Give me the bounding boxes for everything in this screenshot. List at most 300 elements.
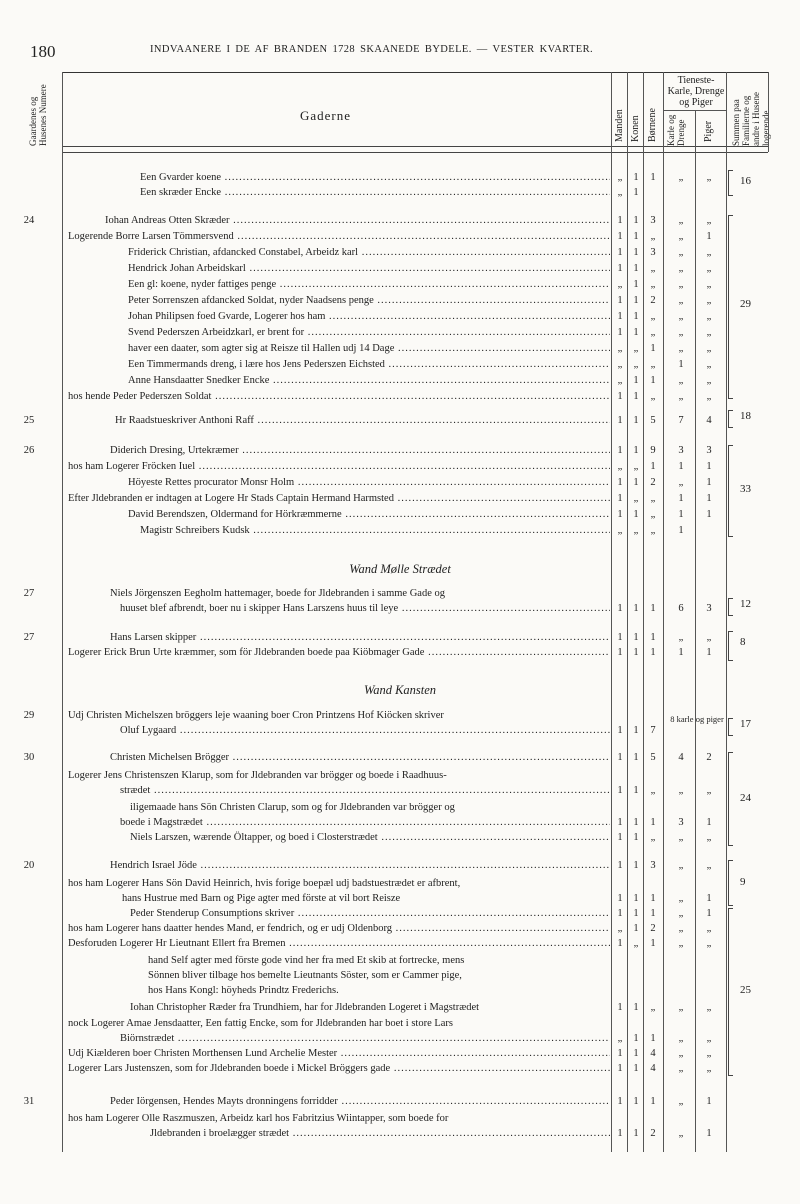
sum-18: 18 (740, 410, 751, 422)
val-piger: „ (706, 263, 712, 274)
entry-text: Hr Raadstueskriver Anthoni Raff ..... (115, 415, 610, 426)
entry-row (0, 341, 800, 356)
val-konen: 1 (633, 923, 639, 934)
val-bornene: 1 (650, 172, 656, 183)
val-konen: 1 (633, 1033, 639, 1044)
header-col-summen: Summen paa Familierne og andre i Husene logerende (731, 92, 771, 146)
val-karle: „ (678, 327, 684, 338)
val-piger: 2 (706, 752, 712, 763)
val-bornene: 5 (650, 415, 656, 426)
entry-text: Udj Christen Michelszen bröggers leje waaning boer Cron Printzens Hof Kiöcken skriver (68, 710, 444, 721)
entry-row (0, 601, 800, 616)
val-bornene: 1 (650, 908, 656, 919)
brace (728, 598, 733, 616)
entry-text: Een gl: koene, nyder fattiges penge ..... (128, 279, 610, 290)
val-bornene: „ (650, 311, 656, 322)
val-manden: 1 (617, 445, 623, 456)
entry-text: hans Hustrue med Barn og Pige agter med förste at vil bort Reisze (122, 893, 401, 904)
entry-text: Sönnen bliver tilbage hos bemelte Lieutnants Söster, som er Cammer pige, (148, 970, 462, 981)
entry-row (0, 277, 800, 292)
val-karle: „ (678, 860, 684, 871)
val-manden: 1 (617, 391, 623, 402)
val-karle: „ (678, 295, 684, 306)
val-bornene: 3 (650, 215, 656, 226)
val-konen: 1 (633, 295, 639, 306)
val-konen: 1 (633, 817, 639, 828)
val-bornene: 5 (650, 752, 656, 763)
brace (728, 215, 733, 399)
val-bornene: 1 (650, 343, 656, 354)
val-manden: „ (617, 461, 623, 472)
val-karle: „ (678, 247, 684, 258)
val-karle: 4 (678, 752, 684, 763)
val-karle: „ (678, 1033, 684, 1044)
entry-text: Peter Sorrenszen afdancked Soldat, nyder Naadsens penge ..... (128, 295, 610, 306)
entry-row (0, 1046, 800, 1061)
val-manden: 1 (617, 752, 623, 763)
val-piger: 1 (706, 647, 712, 658)
entry-row (0, 586, 800, 601)
val-konen: 1 (633, 509, 639, 520)
val-manden: „ (617, 525, 623, 536)
entry-row (0, 906, 800, 921)
entry-text: Friderick Christian, afdancked Constabel, Arbeidz karl ..... (128, 247, 610, 258)
val-karle: „ (678, 785, 684, 796)
brace (728, 631, 733, 661)
col-rule (768, 72, 769, 152)
sum-33: 33 (740, 483, 751, 495)
val-konen: 1 (633, 263, 639, 274)
entry-text: Biörnstrædet ..... (120, 1033, 610, 1044)
entry-row (0, 213, 800, 228)
val-manden: 1 (617, 263, 623, 274)
val-konen: 1 (633, 908, 639, 919)
header-col-konen: Konen (630, 115, 641, 142)
val-bornene: 2 (650, 1128, 656, 1139)
val-piger: „ (706, 172, 712, 183)
entry-text: Svend Pederszen Arbeidzkarl, er brent for ..... (128, 327, 610, 338)
entry-text: Een Gvarder koene ..... (140, 172, 610, 183)
entry-row (0, 815, 800, 830)
val-manden: 1 (617, 860, 623, 871)
val-piger: 1 (706, 231, 712, 242)
val-manden: 1 (617, 785, 623, 796)
entry-row (0, 185, 800, 200)
val-konen: 1 (633, 247, 639, 258)
val-karle: 1 (678, 647, 684, 658)
entry-text: Anne Hansdaatter Snedker Encke ..... (128, 375, 610, 386)
val-bornene: „ (650, 1002, 656, 1013)
val-bornene: „ (650, 231, 656, 242)
entry-text: Efter Jldebranden er indtagen at Logere Hr Stads Captain Hermand Harmsted ..... (68, 493, 610, 504)
entry-text: Christen Michelsen Brögger ..... (110, 752, 610, 763)
entry-row (0, 1031, 800, 1046)
val-piger: „ (706, 391, 712, 402)
entry-row (0, 325, 800, 340)
val-konen: 1 (633, 279, 639, 290)
val-manden: „ (617, 279, 623, 290)
val-bornene: „ (650, 279, 656, 290)
entry-row (0, 229, 800, 244)
section-title: Wand Mølle Strædet (349, 562, 451, 576)
val-piger: „ (706, 632, 712, 643)
val-bornene: „ (650, 509, 656, 520)
val-manden: 1 (617, 247, 623, 258)
val-konen: 1 (633, 415, 639, 426)
val-piger: „ (706, 311, 712, 322)
val-piger: „ (706, 938, 712, 949)
entry-row (0, 768, 800, 783)
val-piger: „ (706, 359, 712, 370)
val-bornene: 3 (650, 247, 656, 258)
entry-row (0, 750, 800, 765)
val-piger: „ (706, 1048, 712, 1059)
val-karle: „ (678, 477, 684, 488)
val-bornene: 1 (650, 461, 656, 472)
val-piger: „ (706, 1033, 712, 1044)
header-col-karle: Karle og Drenge (666, 114, 686, 146)
entry-text: hos Hans Kongl: höyheds Prindtz Frederichs. (148, 985, 339, 996)
entry-number: 27 (23, 588, 35, 599)
val-konen: „ (633, 461, 639, 472)
entry-text: Iohan Christopher Ræder fra Trundhiem, har for Jldebranden Logeret i Magstrædet (130, 1002, 480, 1013)
entry-text: haver een daater, som agter sig at Reisze til Hallen udj 14 Dage ..... (128, 343, 610, 354)
val-manden: „ (617, 187, 623, 198)
entry-row (0, 507, 800, 522)
val-karle: „ (678, 1048, 684, 1059)
val-konen: 1 (633, 231, 639, 242)
val-karle: 1 (678, 509, 684, 520)
val-bornene: 2 (650, 923, 656, 934)
val-karle: „ (678, 923, 684, 934)
header-col-manden: Manden (614, 109, 625, 142)
val-piger: „ (706, 1063, 712, 1074)
val-karle: „ (678, 231, 684, 242)
running-head: INDVAANERE I DE AF BRANDEN 1728 SKAANEDE BYDELE. — VESTER KVARTER. (150, 44, 594, 55)
val-bornene: 1 (650, 1033, 656, 1044)
val-konen: 1 (633, 647, 639, 658)
val-karle: „ (678, 172, 684, 183)
entry-row (0, 389, 800, 404)
entry-row (0, 921, 800, 936)
entry-number: 27 (23, 632, 35, 643)
entry-row (0, 858, 800, 873)
val-konen: „ (633, 525, 639, 536)
entry-text: Peder Iörgensen, Hendes Mayts dronningens forridder ..... (110, 1096, 610, 1107)
entry-text: boede i Magstrædet ..... (120, 817, 610, 828)
val-bornene: 1 (650, 375, 656, 386)
val-manden: 1 (617, 509, 623, 520)
val-piger: „ (706, 860, 712, 871)
val-karle: „ (678, 908, 684, 919)
sum-25: 25 (740, 984, 751, 996)
val-konen: 1 (633, 632, 639, 643)
val-bornene: „ (650, 391, 656, 402)
val-manden: 1 (617, 817, 623, 828)
val-bornene: 2 (650, 477, 656, 488)
val-konen: 1 (633, 477, 639, 488)
entry-text: Höyeste Rettes procurator Monsr Holm ..... (128, 477, 610, 488)
val-karle: 1 (678, 359, 684, 370)
val-piger: 1 (706, 493, 712, 504)
header-col-tjeneste: Tieneste-Karle, Drenge og Piger (667, 75, 725, 108)
val-bornene: 1 (650, 938, 656, 949)
entry-number: 31 (23, 1096, 35, 1107)
entry-text: Diderich Dresing, Urtekræmer ..... (110, 445, 610, 456)
entry-text: Peder Stenderup Consumptions skriver ..... (130, 908, 610, 919)
val-karle: „ (678, 632, 684, 643)
val-manden: 1 (617, 632, 623, 643)
sum-9: 9 (740, 876, 746, 888)
header-col-main: Gaderne (300, 108, 352, 123)
val-konen: 1 (633, 752, 639, 763)
val-karle: 6 (678, 603, 684, 614)
val-karle: „ (678, 391, 684, 402)
val-konen: 1 (633, 311, 639, 322)
entry-text: huuset blef afbrendt, boer nu i skipper Hans Larszens huus til leye ..... (120, 603, 610, 614)
val-piger: 1 (706, 1096, 712, 1107)
val-karle: 7 (678, 415, 684, 426)
val-karle: „ (678, 832, 684, 843)
val-karle: „ (678, 1096, 684, 1107)
val-piger: 3 (706, 603, 712, 614)
header-col-bornene: Børnene (647, 108, 658, 142)
entry-row (0, 261, 800, 276)
val-bornene: 2 (650, 295, 656, 306)
val-manden: 1 (617, 908, 623, 919)
entry-number: 20 (23, 860, 35, 871)
val-manden: „ (617, 375, 623, 386)
val-manden: 1 (617, 893, 623, 904)
entry-number: 30 (23, 752, 35, 763)
val-konen: „ (633, 493, 639, 504)
val-karle: „ (678, 311, 684, 322)
entry-text: Logerer Jens Christenszen Klarup, som for Jldebranden var brögger og boede i Raadhuus- (68, 770, 447, 781)
val-piger: 1 (706, 477, 712, 488)
entry-text: Logerer Erick Brun Urte kræmmer, som för Jldebranden boede paa Kiöbmager Gade ..... (68, 647, 610, 658)
entry-text: Oluf Lygaard ..... (120, 725, 610, 736)
brace (728, 752, 733, 846)
entry-text: Niels Jörgenszen Eegholm hattemager, boede for Jldebranden i samme Gade og (110, 588, 445, 599)
entry-row (0, 1061, 800, 1076)
val-konen: 1 (633, 215, 639, 226)
entry-text: David Berendszen, Oldermand for Hörkræmmerne ..... (128, 509, 610, 520)
entry-text: Desforuden Logerer Hr Lieutnant Ellert fra Bremen ..... (68, 938, 610, 949)
val-karle: 1 (678, 525, 684, 536)
val-piger: „ (706, 785, 712, 796)
entry-row (0, 523, 800, 538)
val-karle: 3 (678, 445, 684, 456)
val-karle: „ (678, 279, 684, 290)
entry-text: hos ham Logerer Hans Sön David Heinrich, hvis forige boepæl udj badstuestrædet er afbrent, (68, 878, 461, 889)
entry-text: Hans Larsen skipper ..... (110, 632, 610, 643)
val-manden: „ (617, 359, 623, 370)
val-konen: 1 (633, 1063, 639, 1074)
entry-text: Logerer Lars Justenszen, som for Jldebranden boede i Mickel Bröggers gade ..... (68, 1063, 610, 1074)
entry-text: Udj Kiælderen boer Christen Morthensen Lund Archelie Mester ..... (68, 1048, 610, 1059)
entry-text: Johan Philipsen foed Gvarde, Logerer hos ham ..... (128, 311, 610, 322)
val-manden: 1 (617, 603, 623, 614)
val-manden: 1 (617, 231, 623, 242)
val-piger: „ (706, 247, 712, 258)
entry-row (0, 357, 800, 372)
val-piger: „ (706, 279, 712, 290)
entry-text: Hendrich Israel Jöde ..... (110, 860, 610, 871)
entry-row (0, 1111, 800, 1126)
val-manden: 1 (617, 493, 623, 504)
val-manden: 1 (617, 1128, 623, 1139)
entry-row (0, 645, 800, 660)
val-karle: 1 (678, 461, 684, 472)
val-bornene: 1 (650, 632, 656, 643)
val-konen: 1 (633, 893, 639, 904)
entry-text: Niels Larszen, wærende Öltapper, og boed i Closterstrædet ..... (130, 832, 610, 843)
val-manden: 1 (617, 311, 623, 322)
brace (728, 908, 733, 1076)
entry-text: strædet ..... (120, 785, 610, 796)
val-konen: „ (633, 343, 639, 354)
page-number: 180 (30, 42, 56, 61)
val-konen: „ (633, 938, 639, 949)
val-bornene: 1 (650, 647, 656, 658)
entry-row (0, 1000, 800, 1015)
val-bornene: „ (650, 785, 656, 796)
val-konen: 1 (633, 1096, 639, 1107)
entry-row (0, 630, 800, 645)
entry-row (0, 1016, 800, 1031)
val-bornene: „ (650, 327, 656, 338)
val-karle: „ (678, 1063, 684, 1074)
val-manden: „ (617, 1033, 623, 1044)
entry-row (0, 475, 800, 490)
entry-row (0, 443, 800, 458)
val-manden: 1 (617, 832, 623, 843)
entry-row (0, 293, 800, 308)
entry-row (0, 800, 800, 815)
val-konen: 1 (633, 187, 639, 198)
entry-row (0, 968, 800, 983)
val-karle: „ (678, 893, 684, 904)
sum-24: 24 (740, 792, 751, 804)
val-konen: 1 (633, 172, 639, 183)
entry-number: 29 (23, 710, 35, 721)
val-konen: 1 (633, 327, 639, 338)
val-bornene: 1 (650, 603, 656, 614)
val-konen: 1 (633, 391, 639, 402)
val-karle: „ (678, 1002, 684, 1013)
val-konen: 1 (633, 375, 639, 386)
entry-text: Hendrick Johan Arbeidskarl ..... (128, 263, 610, 274)
val-manden: „ (617, 923, 623, 934)
val-piger: 1 (706, 461, 712, 472)
val-piger: „ (706, 327, 712, 338)
val-piger: „ (706, 832, 712, 843)
servants-note: 8 karle og piger (670, 714, 724, 724)
val-manden: 1 (617, 1096, 623, 1107)
val-piger: „ (706, 215, 712, 226)
entry-row (0, 491, 800, 506)
brace (728, 445, 733, 537)
entry-text: hos hende Peder Pederszen Soldat ..... (68, 391, 610, 402)
val-karle: „ (678, 375, 684, 386)
entry-number: 26 (23, 445, 35, 456)
brace (728, 860, 733, 906)
header-col-piger: Piger (703, 120, 714, 142)
val-piger: „ (706, 343, 712, 354)
val-piger: 1 (706, 817, 712, 828)
val-karle: „ (678, 215, 684, 226)
val-manden: 1 (617, 295, 623, 306)
sum-12: 12 (740, 598, 751, 610)
val-manden: 1 (617, 1063, 623, 1074)
entry-row (0, 1126, 800, 1141)
entry-row (0, 983, 800, 998)
header-col-nr: Gaardenes og Husenes Numere (28, 84, 48, 146)
val-bornene: 4 (650, 1048, 656, 1059)
entry-row (0, 953, 800, 968)
val-manden: 1 (617, 477, 623, 488)
val-manden: „ (617, 343, 623, 354)
val-konen: „ (633, 359, 639, 370)
val-manden: 1 (617, 647, 623, 658)
val-bornene: 1 (650, 893, 656, 904)
val-bornene: 1 (650, 817, 656, 828)
val-manden: 1 (617, 938, 623, 949)
entry-row (0, 309, 800, 324)
val-manden: 1 (617, 215, 623, 226)
val-manden: 1 (617, 327, 623, 338)
entry-text: Een Timmermands dreng, i lære hos Jens Pederszen Eichsted ..... (128, 359, 610, 370)
val-karle: 1 (678, 493, 684, 504)
sum-8: 8 (740, 636, 746, 648)
entry-text: nock Logerer Amae Jensdaatter, Een fattig Encke, som for Jldebranden har boet i store Lars (68, 1018, 454, 1029)
section-title: Wand Kansten (363, 683, 437, 697)
val-bornene: 4 (650, 1063, 656, 1074)
sum-16: 16 (740, 175, 751, 187)
val-piger: 4 (706, 415, 712, 426)
val-manden: „ (617, 172, 623, 183)
val-karle: 3 (678, 817, 684, 828)
val-manden: 1 (617, 725, 623, 736)
val-bornene: „ (650, 359, 656, 370)
entry-text: Jldebranden i broelægger strædet ..... (150, 1128, 610, 1139)
val-piger: „ (706, 1002, 712, 1013)
val-konen: 1 (633, 785, 639, 796)
val-karle: „ (678, 938, 684, 949)
entry-row (0, 245, 800, 260)
val-konen: 1 (633, 1048, 639, 1059)
val-piger: 1 (706, 908, 712, 919)
entry-row (0, 373, 800, 388)
val-konen: 1 (633, 603, 639, 614)
entry-text: Logerende Borre Larsen Tömmersvend ..... (68, 231, 610, 242)
sum-17: 17 (740, 718, 751, 730)
val-konen: 1 (633, 860, 639, 871)
val-konen: 1 (633, 445, 639, 456)
val-bornene: „ (650, 263, 656, 274)
val-bornene: 7 (650, 725, 656, 736)
entry-row (0, 783, 800, 798)
entry-text: Iohan Andreas Otten Skræder ..... (105, 215, 610, 226)
brace (728, 410, 733, 428)
val-piger: „ (706, 295, 712, 306)
val-manden: 1 (617, 415, 623, 426)
entry-text: hos ham Logerer Fröcken Iuel ..... (68, 461, 610, 472)
val-manden: 1 (617, 1002, 623, 1013)
entry-row (0, 459, 800, 474)
val-konen: 1 (633, 1002, 639, 1013)
val-piger: „ (706, 375, 712, 386)
